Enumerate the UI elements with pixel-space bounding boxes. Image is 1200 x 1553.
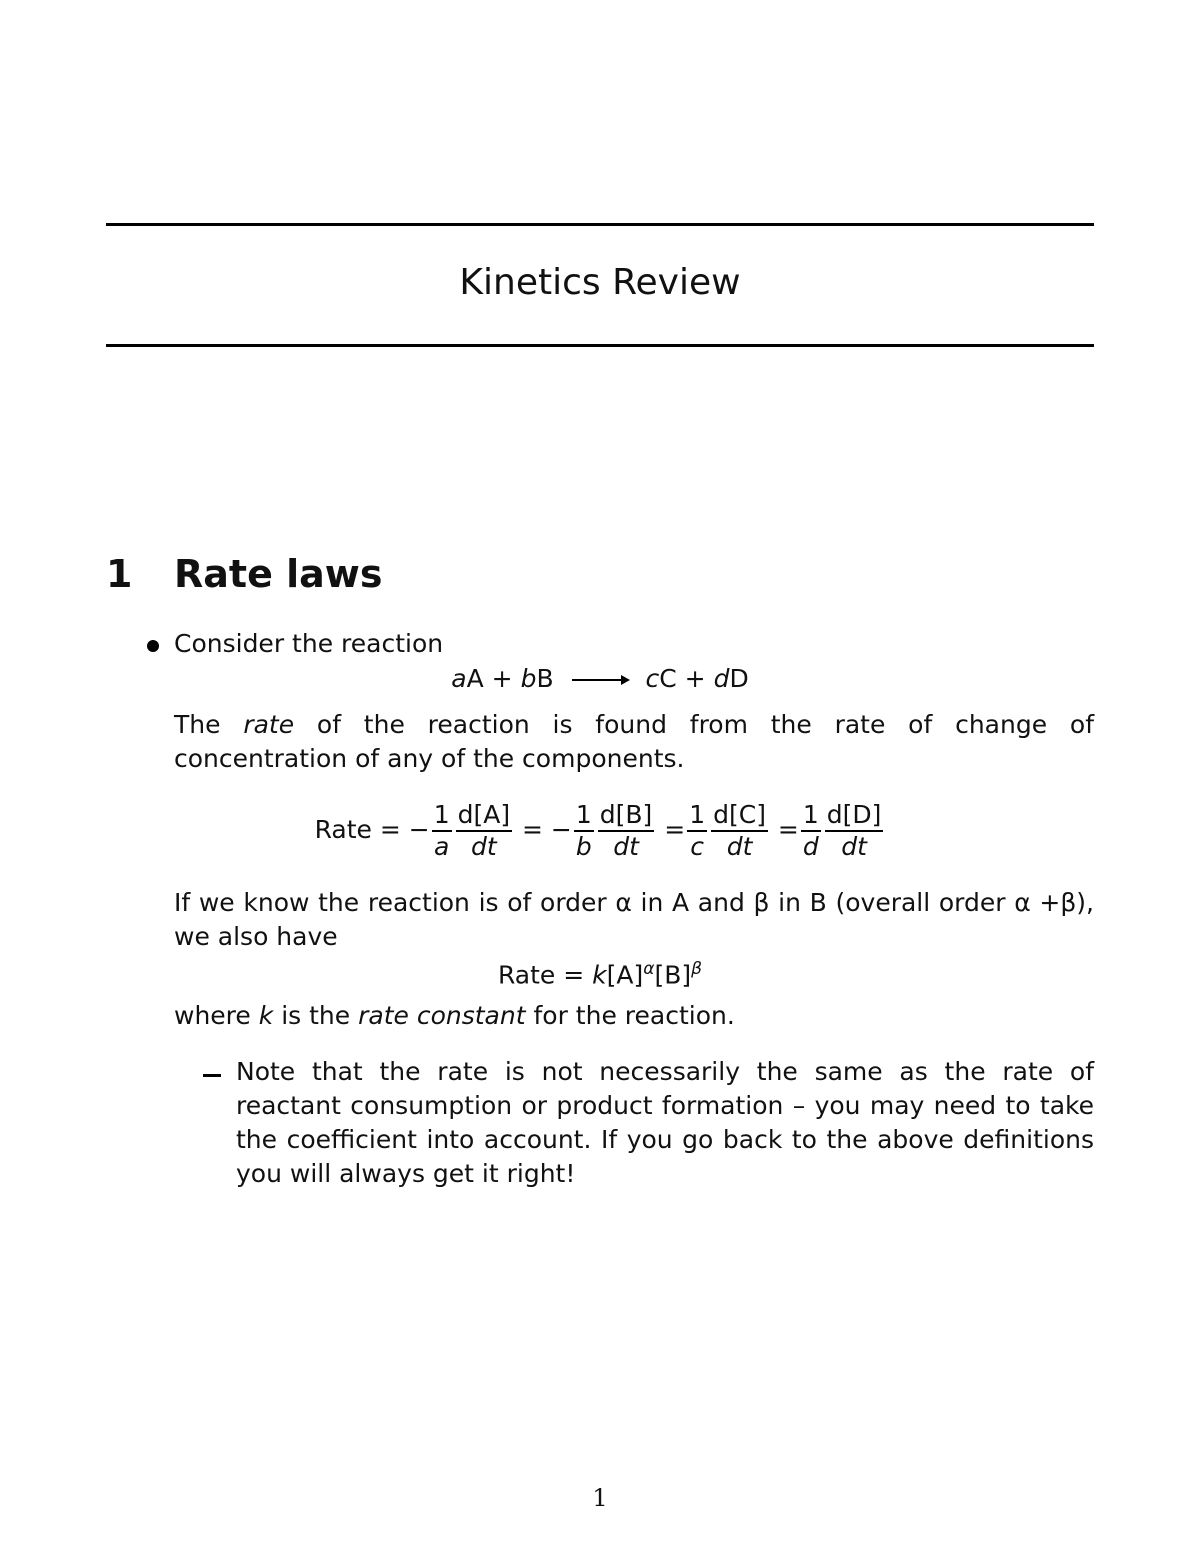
document-title: Kinetics Review <box>459 262 741 303</box>
page-number: 1 <box>592 1484 608 1512</box>
bullet-icon <box>147 640 159 652</box>
section-heading <box>106 552 382 596</box>
dash-bullet-icon <box>203 1074 221 1077</box>
order-text: If we know the reaction is of order α in A and β in B (overall order α +β), we also have <box>174 888 1094 951</box>
rate-equation: Rate = − $\frac{1}{a}$ $\frac{d[A]}{dt}$ = − $\frac{1}{b}$ $\frac{d[B]}{dt}$ = $\frac{1}{c}$ $\frac{d[C]}{dt}$ = $\frac{1}{d}$ $\frac{d[D]}{dt}$ <box>314 800 882 861</box>
note-text: Note that the rate is not necessarily the same as the rate of reactant consumption or product formation – you may need to take the coefficient into account. If you go back to the above definitions you will always get it right! <box>236 1057 1094 1188</box>
reaction-arrow-icon <box>572 679 628 681</box>
bottom-rule <box>106 344 1094 347</box>
rate-definition-text: The rate of the reaction is found from the rate of change of concentration of any of the components. <box>174 710 1094 773</box>
rate-constant-text: where k is the rate constant for the reaction. <box>174 1001 735 1030</box>
rate-law-equation: Rate = $k[A]^\alpha[B]^\beta$ <box>497 959 702 990</box>
section-number: 1 <box>106 552 133 596</box>
section-title: Rate laws <box>174 552 383 596</box>
reaction-equation: aA + bB cC + dD <box>451 664 749 693</box>
bullet-intro: Consider the reaction <box>174 629 444 658</box>
top-rule <box>106 223 1094 226</box>
